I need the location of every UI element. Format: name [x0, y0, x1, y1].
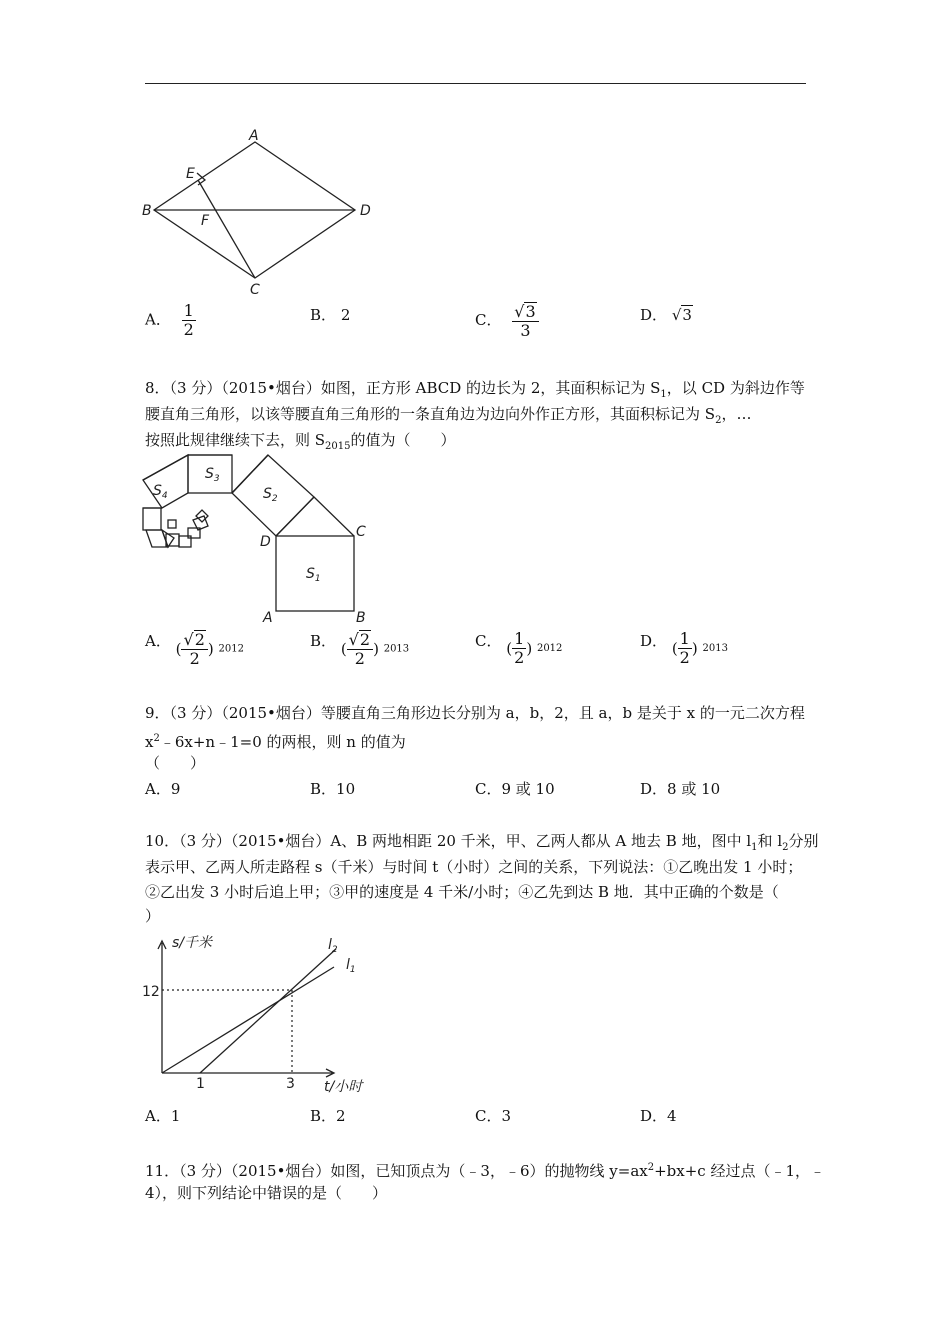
q7-option-c-letter: C． [475, 311, 502, 329]
q8-option-b-exp: 2013 [383, 643, 410, 655]
q8-label-s1: $S_1$ [306, 566, 321, 584]
q7-rhombus-figure [138, 128, 383, 296]
q8-option-a-den: 2 [189, 649, 200, 668]
q8-label-d: D [260, 534, 271, 550]
q8-option-a-letter: A． [145, 632, 171, 650]
q8-option-c-letter: C． [475, 632, 502, 650]
q8-squares-figure [138, 450, 378, 628]
header-rule [145, 83, 806, 84]
q7-option-b-value: 2 [340, 306, 351, 324]
q7-label-c: C [250, 282, 260, 296]
q10-y-tick-12: 12 [142, 984, 160, 1000]
q8-option-b: B． ( $\frac{√2}{2}$ ) 2013 [310, 630, 410, 668]
q11-line-1a: 11．（3 分）（2015•烟台）如图，已知顶点为（﹣3，﹣6）的抛物线 y=ax [145, 1162, 648, 1180]
q7-option-c: C． $\frac{√3}{3}$ [475, 302, 539, 340]
q7-label-a: A [249, 128, 259, 144]
q8-option-d-exp: 2013 [702, 643, 728, 654]
q8-option-d-num: 1 [679, 629, 690, 648]
q10-graph [138, 935, 383, 1097]
q7-option-c-rad: 3 [525, 302, 536, 321]
q9-option-c: C．9 或 10 [475, 780, 555, 798]
q10-option-c: C．3 [475, 1107, 512, 1125]
q10-y-axis-label: s/千米 [172, 935, 213, 951]
q11-line-1-sup: 2 [647, 1162, 655, 1173]
q9-line-2-sup: 2 [153, 733, 160, 744]
q8-option-c-num: 1 [514, 629, 525, 648]
q10-x-axis-label: t/小时 [324, 1079, 363, 1095]
q7-label-f: F [201, 213, 210, 229]
q7-option-d-letter: D． [640, 306, 668, 324]
q7-option-b-letter: B． [310, 306, 337, 324]
q8-line-2b: ，… [721, 405, 752, 423]
q7-option-a [145, 302, 196, 339]
q10-line-1b: 和 l [757, 832, 783, 850]
q11-line-2: 4），则下列结论中错误的是（ ） [145, 1184, 388, 1202]
q8-label-s2: $S_2$ [263, 486, 278, 504]
q8-option-a-rad: 2 [194, 630, 205, 649]
q10-label-l2: $l_2$ [328, 937, 338, 955]
q7-option-c-den: 3 [520, 321, 531, 340]
q8-line-2a: 腰直角三角形，以该等腰直角三角形的一条直角边为边向外作正方形，其面积标记为 S [145, 405, 716, 423]
q8-option-c-exp: 2012 [536, 643, 563, 654]
q8-label-b: B [356, 610, 366, 626]
q8-option-a: A． ( $\frac{√2}{2}$ ) 2012 [145, 630, 244, 668]
q10-line-1-sub2: 2 [782, 842, 789, 853]
q9-line-2b: ﹣6x+n﹣1=0 的两根，则 n 的值为 [159, 733, 406, 751]
q8-label-s3: $S_3$ [205, 466, 220, 484]
q8-option-b-letter: B． [310, 632, 337, 650]
q8-line-1a: 8．（3 分）（2015•烟台）如图，正方形 ABCD 的边长为 2，其面积标记为 S [145, 379, 661, 397]
q10-line-3: ②乙出发 3 小时后追上甲；③甲的速度是 4 千米/小时；④乙先到达 B 地．其中正确的个数是（ [145, 883, 779, 901]
q8-option-b-rad: 2 [359, 630, 371, 649]
q10-line-1-sub1: 1 [751, 842, 758, 853]
q8-option-b-den: 2 [354, 649, 365, 668]
q8-option-c: C． ( $\frac{1}{2}$ ) 2012 [475, 629, 563, 667]
q9-option-b: B．10 [310, 780, 356, 798]
q8-line-3b: 的值为（ ） [350, 431, 456, 449]
q7-option-d-rad: 3 [682, 306, 692, 324]
q9-line-3: （ ） [145, 754, 206, 772]
q10-option-a: A．1 [145, 1107, 181, 1125]
q8-line-3a: 按照此规律继续下去，则 S [145, 431, 326, 449]
q9-option-d: D．8 或 10 [640, 780, 721, 798]
q11-line-1b: +bx+c 经过点（﹣1，﹣ [654, 1162, 826, 1180]
q8-option-a-exp: 2012 [218, 643, 244, 655]
q7-option-a-letter: A． [145, 310, 171, 329]
q10-x-tick-1: 1 [196, 1076, 205, 1092]
q10-option-b: B．2 [310, 1107, 346, 1125]
q9-option-a: A．9 [145, 780, 181, 798]
q7-label-d: D [360, 203, 371, 219]
q10-x-tick-3: 3 [286, 1076, 295, 1092]
q7-option-b [310, 304, 350, 325]
q8-option-c-den: 2 [514, 648, 525, 667]
q10-option-d: D．4 [640, 1107, 677, 1125]
q7-option-d: D． √3 [640, 306, 692, 324]
q8-option-d-den: 2 [679, 648, 690, 667]
q7-option-a-num: 1 [183, 301, 194, 320]
q7-option-a-den: 2 [183, 320, 194, 339]
q8-line-1b: ，以 CD 为斜边作等 [666, 379, 805, 397]
q10-label-l1: $l_1$ [346, 957, 356, 975]
q10-line-1c: 分别 [788, 832, 819, 850]
q10-line-4: ） [145, 907, 161, 925]
q7-label-e: E [186, 166, 195, 182]
q7-label-b: B [142, 203, 152, 219]
q8-line-1-sub: 1 [660, 389, 667, 400]
q8-label-a: A [263, 610, 273, 626]
q10-line-1a: 10．（3 分）（2015•烟台）A、B 两地相距 20 千米，甲、乙两人都从 A 地去 B 地，图中 l [145, 832, 752, 850]
q8-option-d: D． ( $\frac{1}{2}$ ) 2013 [640, 629, 728, 667]
q8-option-d-letter: D． [640, 632, 668, 650]
q8-label-s4: $S_4$ [153, 483, 168, 501]
q8-label-c: C [356, 524, 366, 540]
q8-line-3-sub: 2015 [325, 441, 351, 452]
q9-line-1: 9．（3 分）（2015•烟台）等腰直角三角形边长分别为 a，b，2，且 a，b 是关于 x 的一元二次方程 [145, 704, 805, 722]
q9-line-2a: x [145, 733, 154, 751]
q8-line-2-sub: 2 [715, 415, 722, 426]
q10-line-2: 表示甲、乙两人所走路程 s（千米）与时间 t（小时）之间的关系，下列说法：①乙晚出发 1 小时； [145, 858, 803, 876]
